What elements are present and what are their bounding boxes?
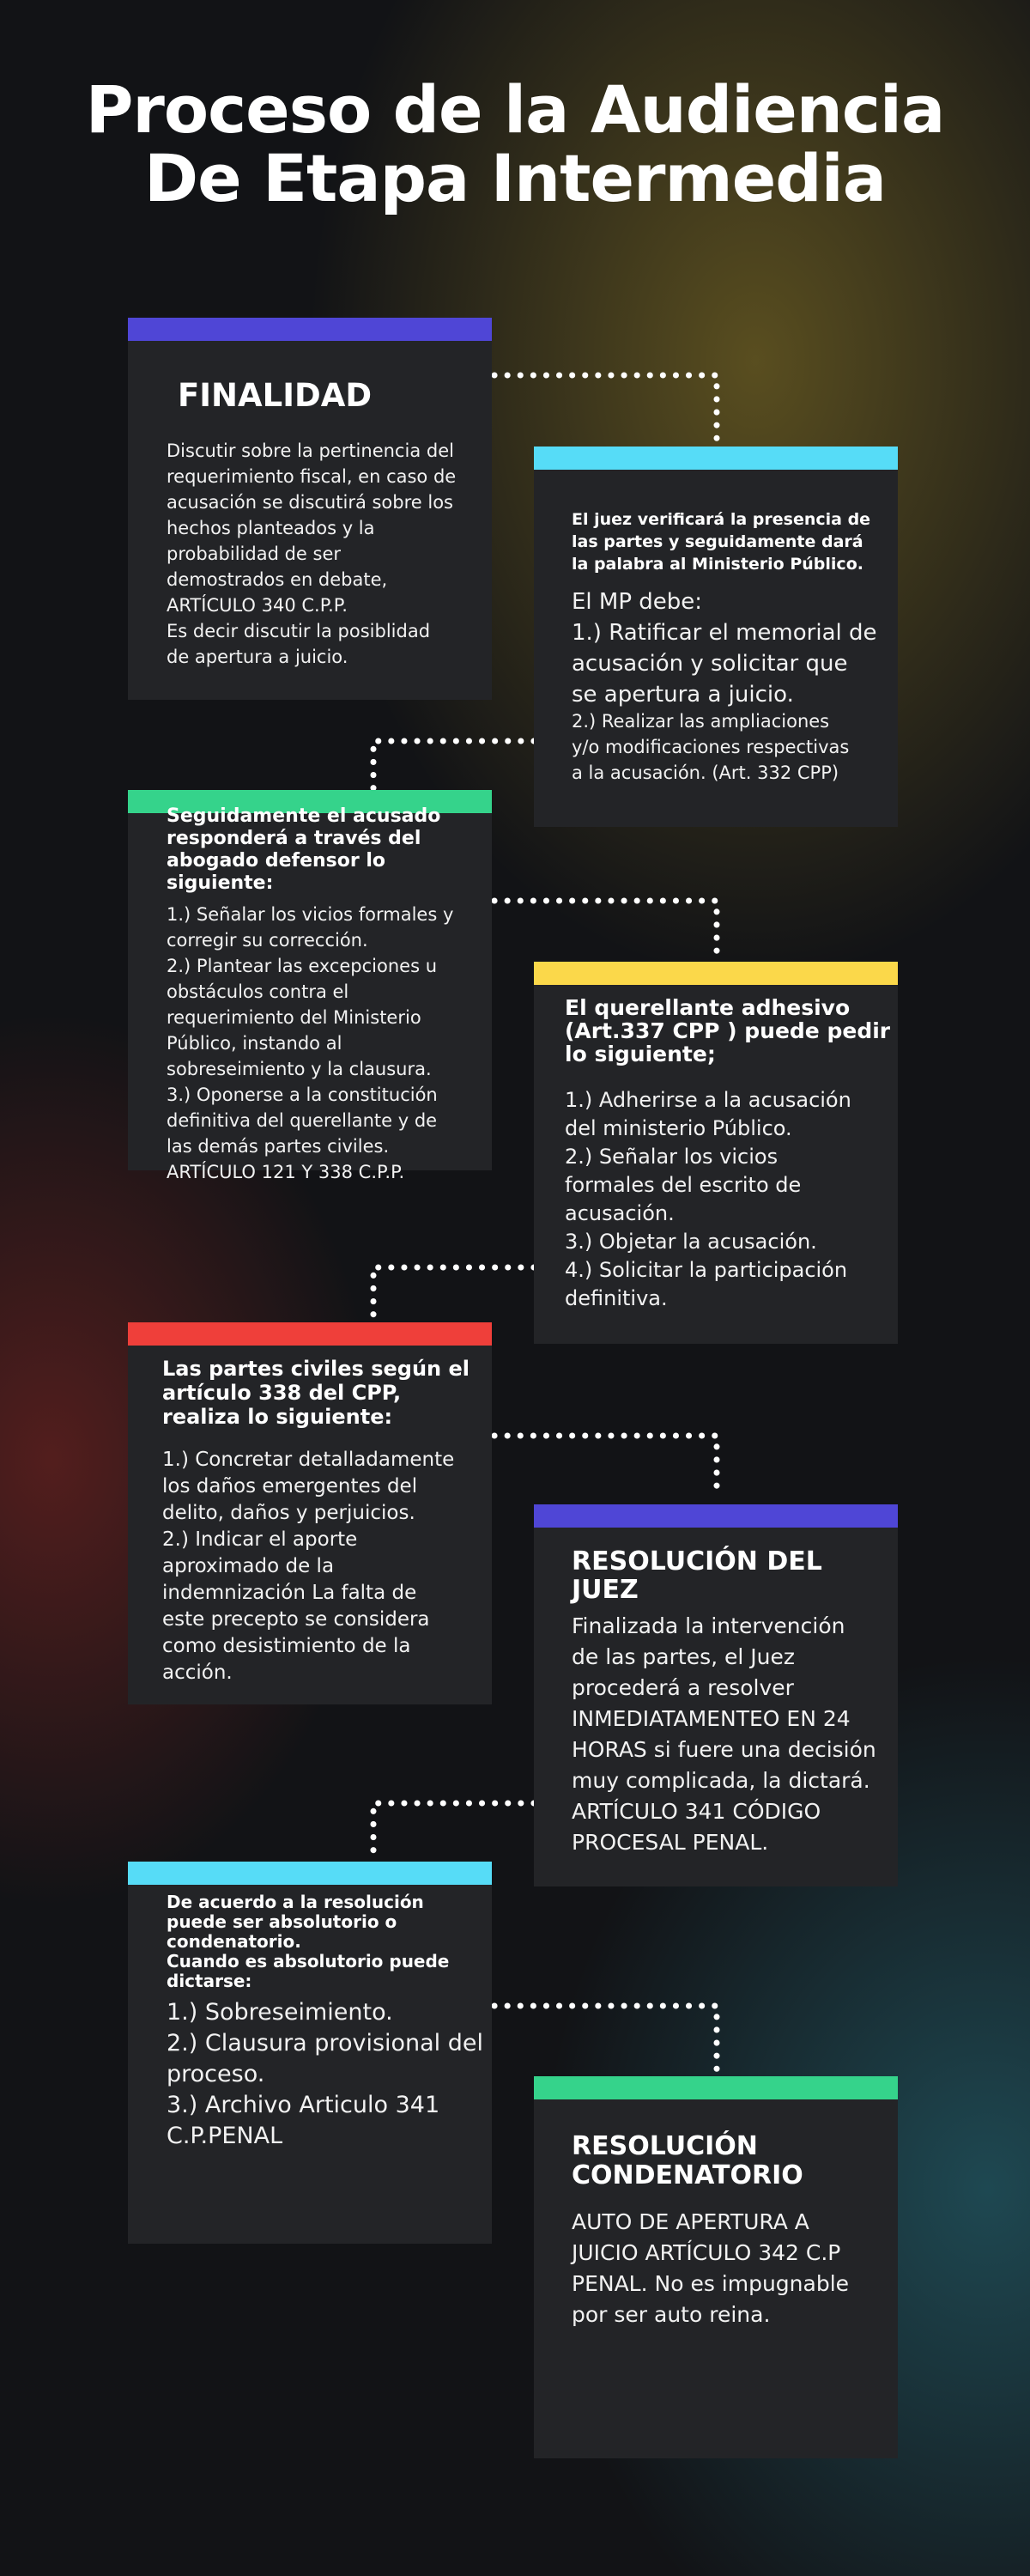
card-heading: FINALIDAD: [178, 377, 373, 414]
card-body: AUTO DE APERTURA A JUICIO ARTÍCULO 342 C.P PENAL. No es impugnable por ser auto reina.: [572, 2209, 850, 2327]
card-bar-purple: [128, 318, 492, 341]
card-body: 1.) Concretar detalladamente los daños emergentes del delito, daños y perjuicios. 2.) Indicar el aporte aproximado de la indemnización La falta de este precepto se considera como desistimiento de la acción.: [162, 1449, 455, 1684]
page-title: [0, 71, 1030, 216]
card-heading: RESOLUCIÓN CONDENATORIO: [572, 2131, 803, 2190]
card-bar-red: [128, 1322, 492, 1346]
title-line-1: Proceso de la Audiencia: [85, 71, 945, 148]
card-juez-verifica: [534, 447, 898, 827]
card-querellante: [534, 962, 898, 1344]
card-bar-yellow: [534, 962, 898, 985]
card-bar-purple: [534, 1504, 898, 1528]
card-bar-cyan: [534, 447, 898, 470]
card-finalidad: [128, 318, 492, 700]
card-body: 1.) Señalar los vicios formales y corregir su corrección. 2.) Plantear las excepciones u obstáculos contra el requerimiento del Ministerio Público, instando al sobreseimiento y la clausura. 3.) Oponerse a la constitución definitiva del querellante y de las demás partes civiles. ARTÍCULO 121 Y 338 C.P.P.: [167, 904, 454, 1182]
card-body-large: El MP debe: 1.) Ratificar el memorial de acusación y solicitar que se apertura a juicio.: [572, 589, 877, 708]
card-body: 1.) Adherirse a la acusación del ministerio Público. 2.) Señalar los vicios formales del escrito de acusación. 3.) Objetar la acusación. 4.) Solicitar la participación definitiva.: [565, 1088, 851, 1310]
card-heading: De acuerdo a la resolución puede ser absolutorio o condenatorio. Cuando es absolutorio puede dictarse:: [167, 1892, 450, 1991]
card-heading: El querellante adhesivo (Art.337 CPP ) puede pedir lo siguiente;: [565, 995, 891, 1066]
title-line-2: De Etapa Intermedia: [144, 140, 886, 216]
card-heading: Seguidamente el acusado responderá a través del abogado defensor lo siguiente:: [167, 805, 441, 894]
card-heading: El juez verificará la presencia de las partes y seguidamente dará la palabra al Ministerio Público.: [572, 510, 871, 574]
card-body-small: 2.) Realizar las ampliaciones y/o modificaciones respectivas a la acusación. (Art. 332 CPP): [572, 711, 850, 783]
card-partes-civiles: [128, 1322, 492, 1704]
card-heading: Las partes civiles según el artículo 338 del CPP, realiza lo siguiente:: [162, 1357, 470, 1429]
card-bar-cyan: [128, 1862, 492, 1885]
card-acusado: [128, 790, 492, 1182]
card-body: Finalizada la intervención de las partes, el Juez procederá a resolver INMEDIATAMENTEO EN 24 HORAS si fuere una decisión muy complicada, la dictará. ARTÍCULO 341 CÓDIGO PROCESAL PENAL.: [572, 1613, 876, 1855]
card-bar-green: [534, 2076, 898, 2099]
card-heading: RESOLUCIÓN DEL JUEZ: [572, 1546, 822, 1605]
card-condenatorio: [534, 2076, 898, 2458]
card-body: Discutir sobre la pertinencia del requerimiento fiscal, en caso de acusación se discutirá sobre los hechos planteados y la probabilidad de ser demostrados en debate, ARTÍCULO 340 C.P.P. Es decir discutir la posiblidad de apertura a juicio.: [167, 440, 457, 667]
card-resolucion-juez: [534, 1504, 898, 1886]
card-body: 1.) Sobreseimiento. 2.) Clausura provisional del proceso. 3.) Archivo Articulo 341 C.P.PENAL: [167, 1999, 484, 2149]
card-absolutorio: [128, 1862, 492, 2244]
